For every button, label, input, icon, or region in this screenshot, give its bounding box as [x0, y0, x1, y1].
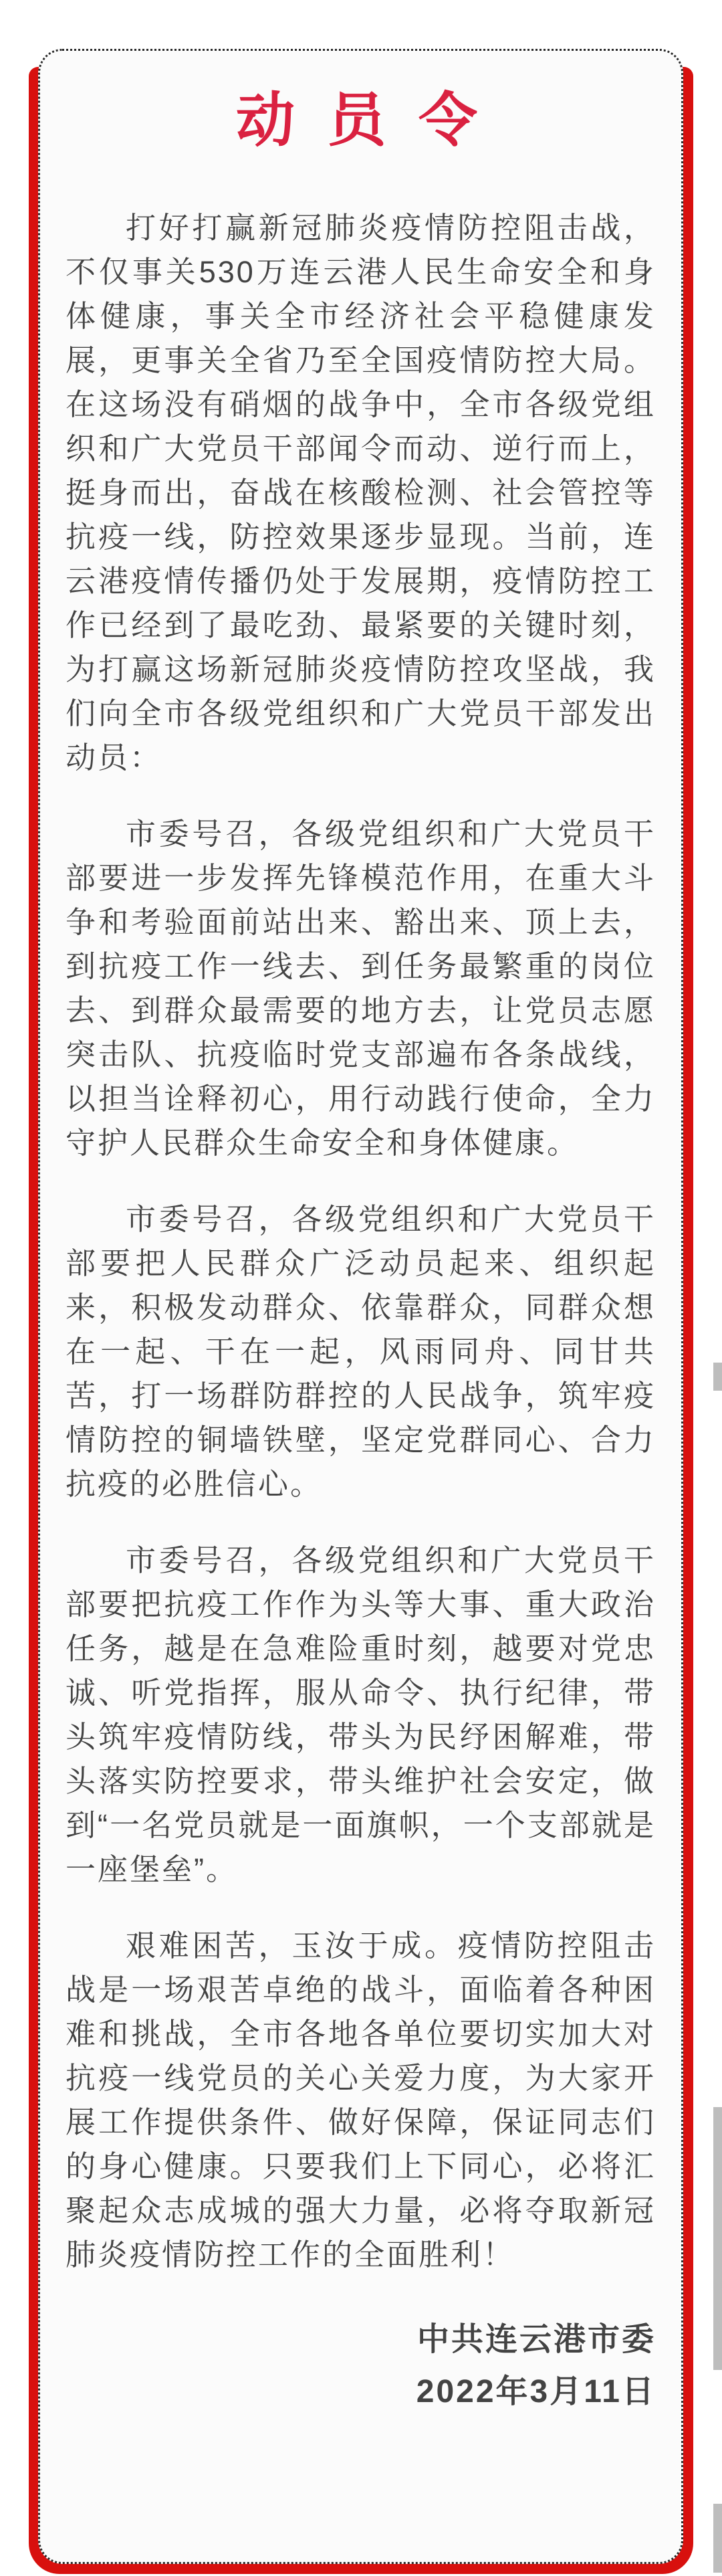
paragraph-1: 打好打赢新冠肺炎疫情防控阻击战，不仅事关530万连云港人民生命安全和身体健康，事关全市经济社会平稳健康发展，更事关全省乃至全国疫情防控大局。在这场没有硝烟的战争中，全市各级党组织和广大党员干部闻令而动、逆行而上，挺身而出，奋战在核酸检测、社会管控等抗疫一线，防控效果逐步显现。当前，连云港疫情传播仍处于发展期，疫情防控工作已经到了最吃劲、最紧要的关键时刻，为打赢这场新冠肺炎疫情防控攻坚战，我们向全市各级党组织和广大党员干部发出动员：: [66, 211, 656, 775]
document-title: 动 员 令: [236, 87, 485, 153]
paragraph-5: 艰难困苦，玉汝于成。疫情防控阻击战是一场艰苦卓绝的战斗，面临着各种困难和挑战，全市各地各单位要切实加大对抗疫一线党员的关心关爱力度，为大家开展工作提供条件、做好保障，保证同志们的身心健康。只要我们上下同心，必将汇聚起众志成城的强大力量，必将夺取新冠肺炎疫情防控工作的全面胜利！: [66, 1928, 656, 2272]
scrollbar-thumb[interactable]: [713, 1363, 722, 1391]
signature-block: [66, 2314, 656, 2418]
scrollbar-thumb[interactable]: [713, 2107, 722, 2370]
document-card: [38, 49, 683, 2564]
signature: 中共连云港市委: [416, 2322, 656, 2357]
paragraph-2: 市委号召，各级党组织和广大党员干部要进一步发挥先锋模范作用，在重大斗争和考验面前站出来、豁出来、顶上去，到抗疫工作一线去、到任务最繁重的岗位去、到群众最需要的地方去，让党员志愿突击队、抗疫临时党支部遍布各条战线，以担当诠释初心，用行动践行使命，全力守护人民群众生命安全和身体健康。: [66, 817, 656, 1160]
scrollbar-thumb[interactable]: [713, 2504, 722, 2573]
date: 2022年3月11日: [416, 2374, 656, 2409]
paragraph-3: 市委号召，各级党组织和广大党员干部要把人民群众广泛动员起来、组织起来，积极发动群众、依靠群众，同群众想在一起、干在一起，风雨同舟、同甘共苦，打一场群防群控的人民战争，筑牢疫情防控的铜墙铁壁，坚定党群同心、合力抗疫的必胜信心。: [66, 1202, 656, 1501]
paragraph-4: 市委号召，各级党组织和广大党员干部要把抗疫工作作为头等大事、重大政治任务，越是在急难险重时刻，越要对党忠诚、听党指挥，服从命令、执行纪律，带头筑牢疫情防线，带头为民纾困解难，带头落实防控要求，带头维护社会安定，做到“一名党员就是一面旗帜，一个支部就是一座堡垒”。: [66, 1543, 656, 1886]
document-body: [66, 206, 656, 2277]
